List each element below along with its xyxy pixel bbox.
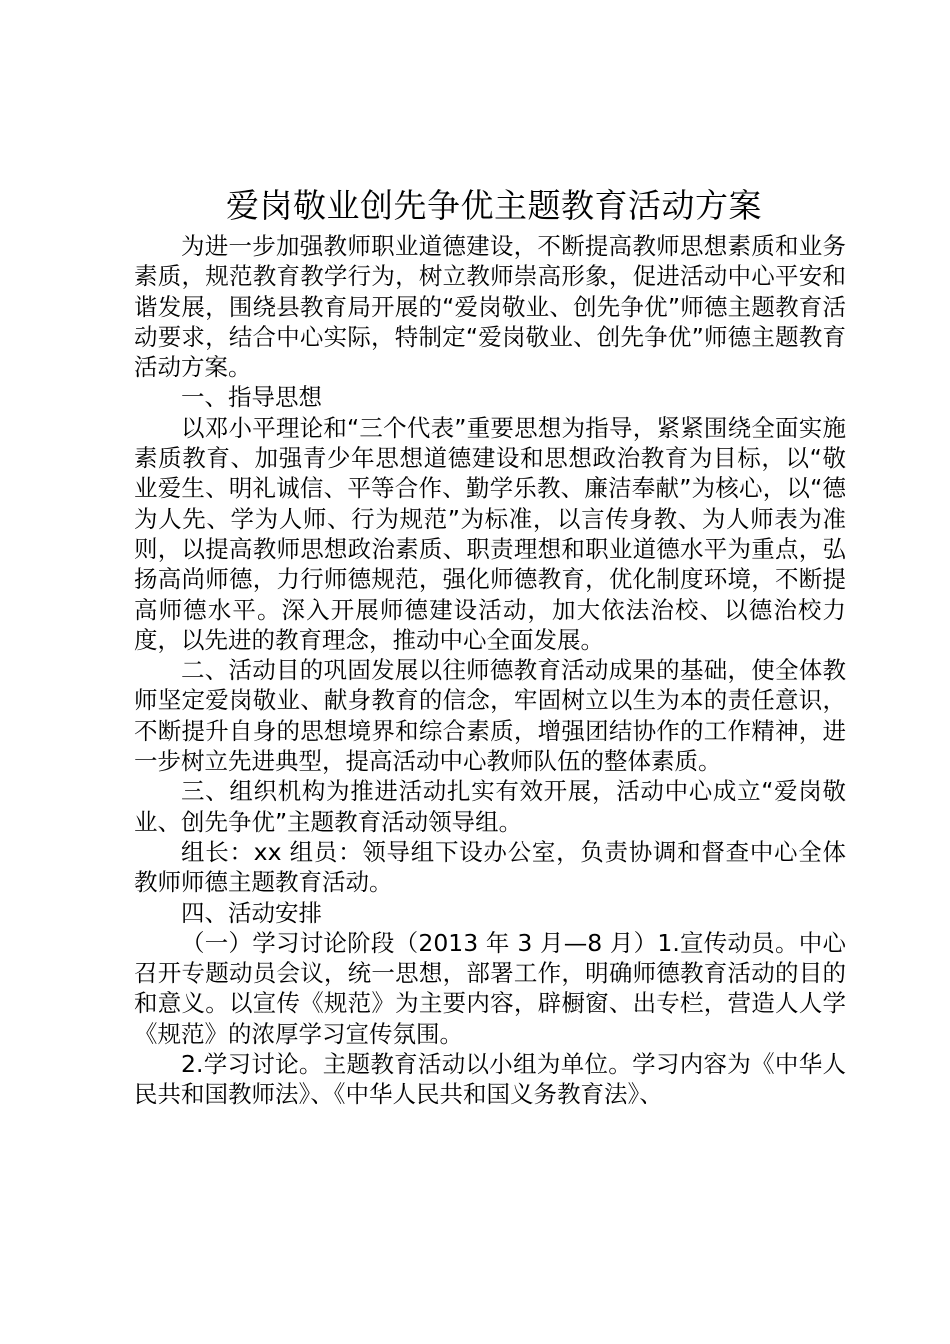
paragraph-guiding-ideology: 以邓小平理论和“三个代表”重要思想为指导，紧紧围绕全面实施素质教育、加强青少年思想道德建设和思想政治教育为目标，以“敬业爱生、明礼诚信、平等合作、勤学乐教、廉洁奉献”为核心，以“德为人先、学为人师、行为规范”为标准，以言传身教、为人师表为准则，以提高教师思想政治素质、职责理想和职业道德水平为重点，弘扬高尚师德，力行师德规范，强化师德教育，优化制度环境，不断提高师德水平。深入开展师德建设活动，加大依法治校、以德治校力度，以先进的教育理念，推动中心全面发展。	[134, 413, 846, 654]
heading-guiding-ideology: 一、指导思想	[181, 383, 322, 412]
paragraph-intro: 为进一步加强教师职业道德建设，不断提高教师思想素质和业务素质，规范教育教学行为，树立教师崇高形象，促进活动中心平安和谐发展，围绕县教育局开展的“爱岗敬业、创先争优”师德主题教育活动要求，结合中心实际，特制定“爱岗敬业、创先争优”师德主题教育活动方案。	[134, 232, 846, 382]
paragraph-study-stage: （一）学习讨论阶段（2013 年 3 月—8 月）1.宣传动员。中心召开专题动员会议，统一思想，部署工作，明确师德教育活动的目的和意义。以宣传《规范》为主要内容，辟橱窗、出专栏，营造人人学《规范》的浓厚学习宣传氛围。	[134, 928, 846, 1048]
paragraph-activity-purpose: 二、活动目的巩固发展以往师德教育活动成果的基础，使全体教师坚定爱岗敬业、献身教育的信念，牢固树立以生为本的责任意识，不断提升自身的思想境界和综合素质，增强团结协作的工作精神，进一步树立先进典型，提高活动中心教师队伍的整体素质。	[134, 656, 846, 776]
document-page	[134, 181, 846, 1110]
paragraph-group-leader: 组长：xx 组员：领导组下设办公室，负责协调和督查中心全体教师师德主题教育活动。	[134, 837, 846, 897]
paragraph-study-discussion: 2.学习讨论。主题教育活动以小组为单位。学习内容为《中华人民共和国教师法》、《中华人民共和国义务教育法》、	[134, 1050, 846, 1109]
document-title: 爱岗敬业创先争优主题教育活动方案	[226, 186, 762, 225]
heading-activity-arrangement: 四、活动安排	[181, 898, 322, 927]
paragraph-organization: 三、组织机构为推进活动扎实有效开展，活动中心成立“爱岗敬业、创先争优”主题教育活动领导组。	[134, 777, 846, 836]
